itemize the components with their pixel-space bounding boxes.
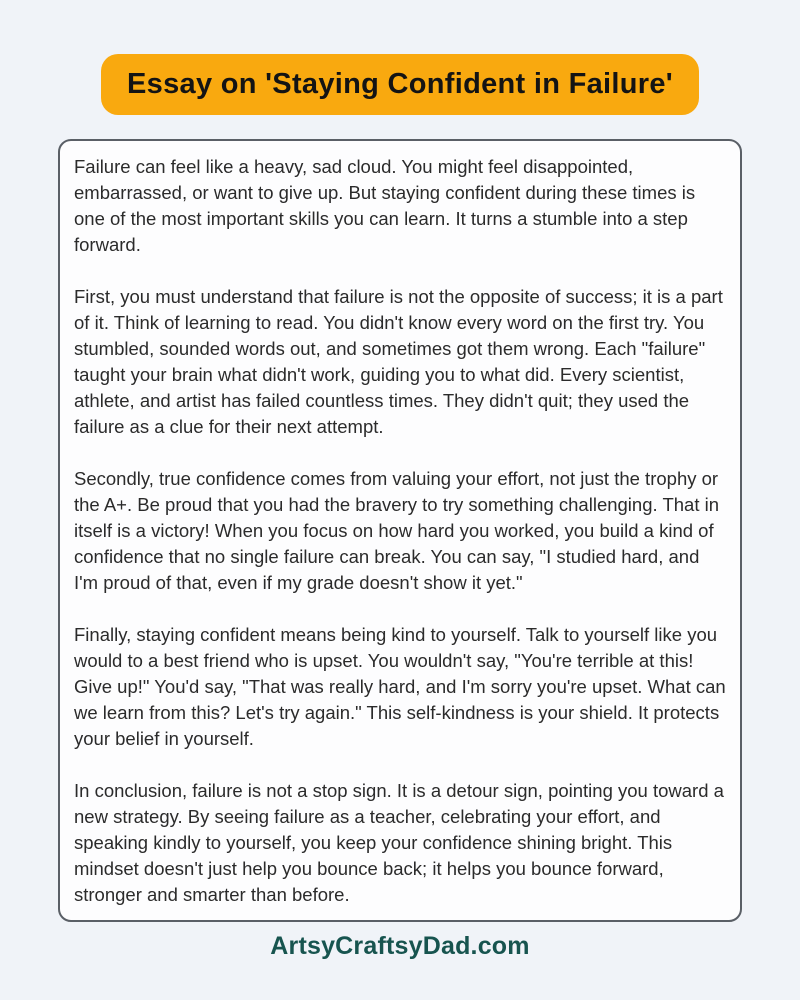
essay-paragraph-second-point: Secondly, true confidence comes from valuing your effort, not just the trophy or the A+. Be proud that you had the bravery to try something challenging. That in itself is a victory! When you focus on how hard you worked, you build a kind of confidence that no single failure can break. You can say, "I studied hard, and I'm proud of that, even if my grade doesn't show it yet." <box>74 468 719 593</box>
essay-paragraph-conclusion: In conclusion, failure is not a stop sign. It is a detour sign, pointing you toward a new strategy. By seeing failure as a teacher, celebrating your effort, and speaking kindly to yourself, you keep your confidence shining bright. This mindset doesn't just help you bounce back; it helps you bounce forward, stronger and smarter than before. <box>74 780 724 905</box>
essay-paragraph-first-point: First, you must understand that failure is not the opposite of success; it is a part of it. Think of learning to read. You didn't know every word on the first try. You stumbled, sounded words out, and sometimes got them wrong. Each "failure" taught your brain what didn't work, guiding you to what did. Every scientist, athlete, and artist has failed countless times. They didn't quit; they used the failure as a clue for their next attempt. <box>74 286 723 437</box>
page-title: Essay on 'Staying Confident in Failure' <box>101 54 699 115</box>
header <box>0 54 800 115</box>
essay-paragraph-third-point: Finally, staying confident means being kind to yourself. Talk to yourself like you would to a best friend who is upset. You wouldn't say, "You're terrible at this! Give up!" You'd say, "That was really hard, and I'm sorry you're upset. What can we learn from this? Let's try again." This self-kindness is your shield. It protects your belief in yourself. <box>74 624 726 749</box>
essay-box <box>58 139 742 922</box>
footer <box>0 932 800 961</box>
essay-paragraph-intro: Failure can feel like a heavy, sad cloud. You might feel disappointed, embarrassed, or want to give up. But staying confident during these times is one of the most important skills you can learn. It turns a stumble into a step forward. <box>74 156 696 255</box>
site-name: ArtsyCraftsyDad.com <box>270 932 530 960</box>
